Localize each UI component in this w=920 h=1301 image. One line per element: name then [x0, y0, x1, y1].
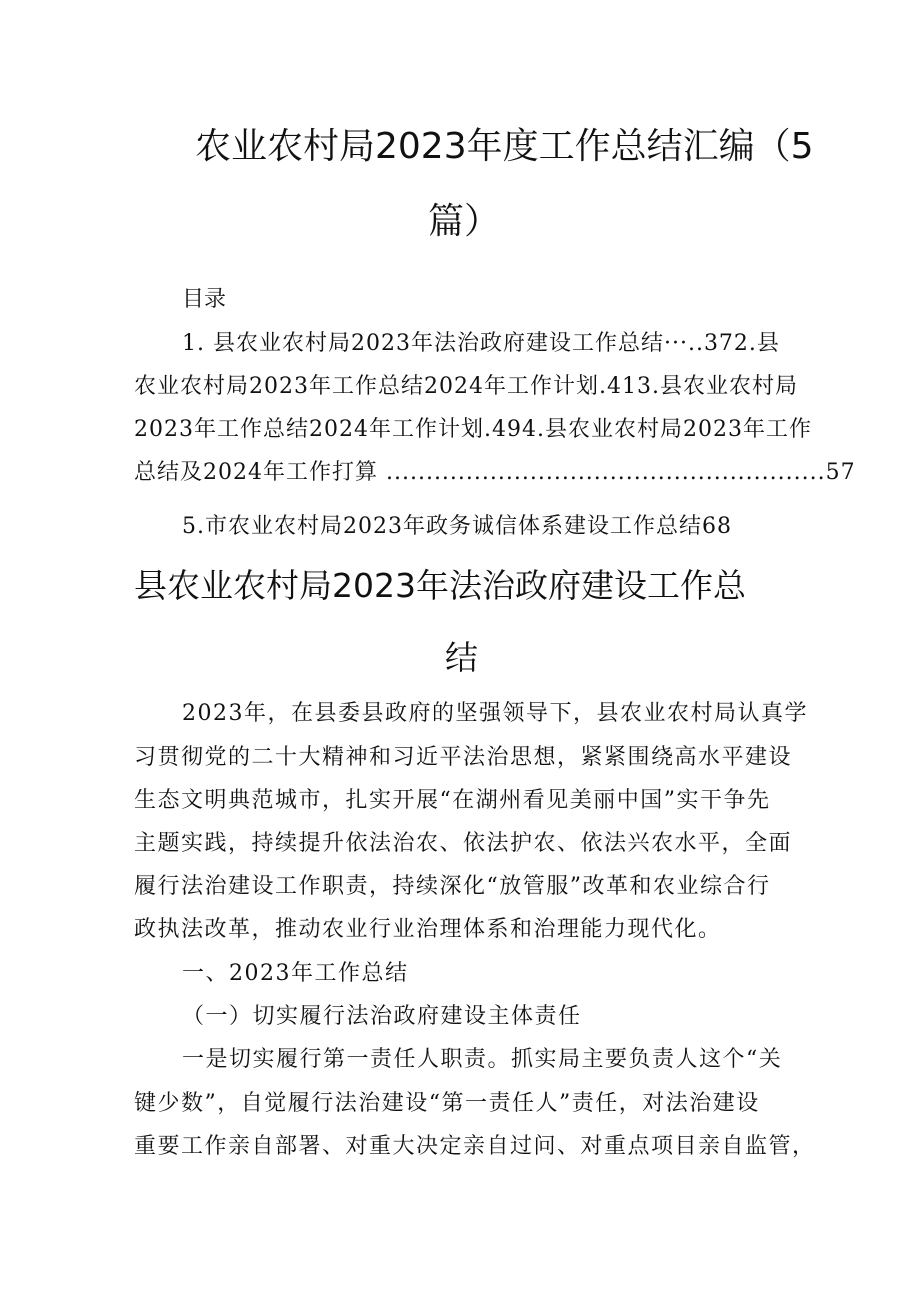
toc-line: 2023年工作总结2024年工作计划.494.县农业农村局2023年工作 — [134, 417, 812, 442]
document-title-line-2: 篇） — [428, 201, 501, 242]
paragraph-line: 习贯彻党的二十大精神和习近平法治思想，紧紧围绕高水平建设 — [134, 745, 793, 770]
toc-line: 农业农村局2023年工作总结2024年工作计划.413.县农业农村局 — [134, 374, 798, 399]
paragraph-line: 主题实践，持续提升依法治农、依法护农、依法兴农水平，全面 — [134, 831, 793, 856]
section-heading-level-2: （一）切实履行法治政府建设主体责任 — [182, 1004, 582, 1029]
paragraph-line: 一是切实履行第一责任人职责。抓实局主要负责人这个“关 — [182, 1047, 783, 1072]
toc-heading: 目录 — [182, 287, 227, 312]
toc-line: 5.市农业农村局2023年政务诚信体系建设工作总结68 — [182, 514, 732, 539]
paragraph-line: 生态文明典范城市，扎实开展“在湖州看见美丽中国”实干争先 — [134, 788, 771, 813]
document-title-line-1: 农业农村局2023年度工作总结汇编（5 — [195, 126, 814, 167]
section-title-line-1: 县农业农村局2023年法治政府建设工作总 — [134, 566, 746, 605]
paragraph-line: 重要工作亲自部署、对重大决定亲自过问、对重点项目亲自监管， — [134, 1134, 816, 1159]
paragraph-line: 政执法改革，推动农业行业治理体系和治理能力现代化。 — [134, 917, 722, 942]
paragraph-line: 键少数”，自觉履行法治建设“第一责任人”责任，对法治建设 — [134, 1091, 760, 1116]
paragraph-line: 履行法治建设工作职责，持续深化“放管服”改革和农业综合行 — [134, 874, 771, 899]
section-heading-level-1: 一、2023年工作总结 — [182, 961, 409, 986]
toc-line: 总结及2024年工作打算 .......................................................57 — [134, 460, 856, 485]
section-title-line-2: 结 — [445, 638, 478, 677]
toc-line: 1. 县农业农村局2023年法治政府建设工作总结···..372.县 — [182, 331, 780, 356]
paragraph-line: 2023年，在县委县政府的坚强领导下，县农业农村局认真学 — [182, 701, 808, 726]
